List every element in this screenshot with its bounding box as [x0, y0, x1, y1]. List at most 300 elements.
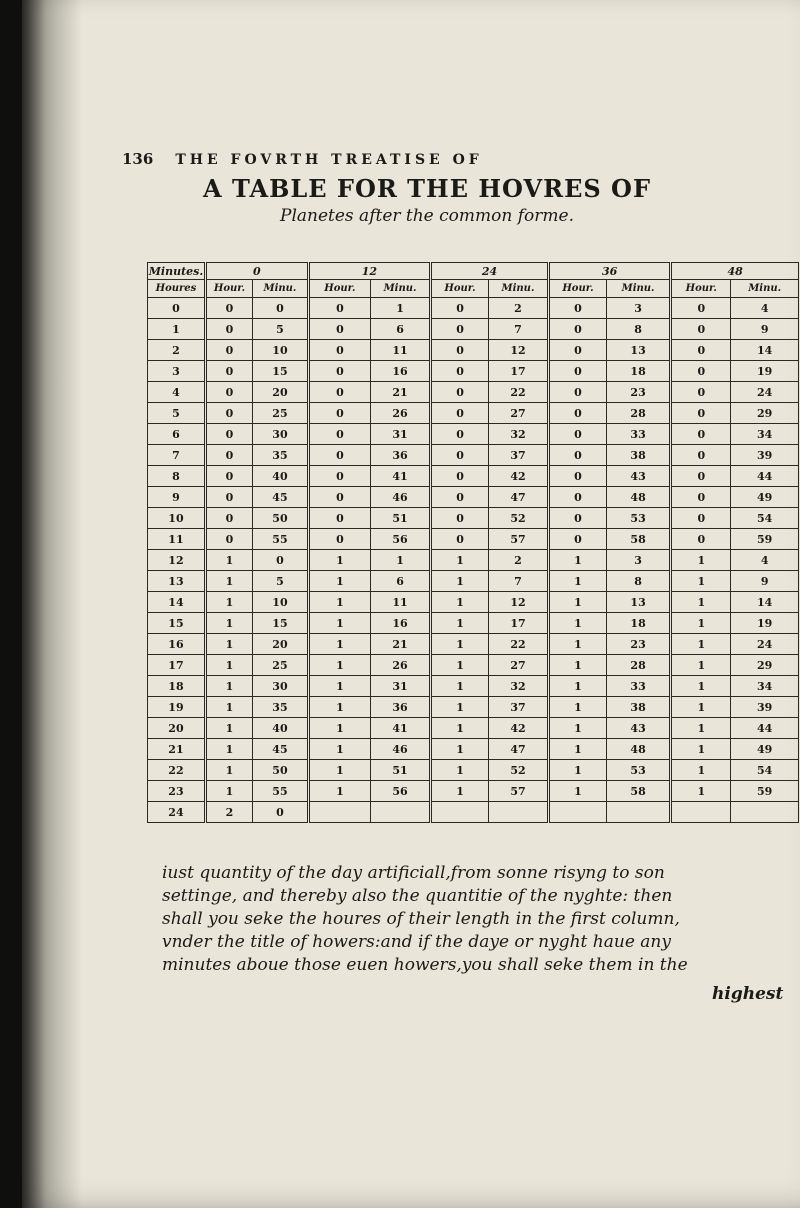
minute-cell: 14 [731, 340, 800, 361]
minute-cell: 37 [488, 697, 548, 718]
page-subtitle: Planetes after the common forme. [280, 206, 574, 226]
hour-cell: 1 [205, 613, 252, 634]
hour-cell: 1 [308, 739, 370, 760]
houres-cell: 11 [148, 529, 206, 550]
minute-cell: 18 [606, 361, 670, 382]
houres-cell: 12 [148, 550, 206, 571]
hour-cell [671, 802, 731, 823]
hour-cell: 1 [671, 739, 731, 760]
hour-cell: 1 [671, 760, 731, 781]
minute-cell [371, 802, 431, 823]
hour-cell: 0 [308, 340, 370, 361]
hour-cell: 0 [308, 382, 370, 403]
minute-cell: 8 [606, 571, 670, 592]
hour-cell: 1 [431, 613, 489, 634]
hour-subheader: Hour. [308, 280, 370, 298]
catchword: highest [712, 984, 784, 1004]
hour-cell: 1 [431, 676, 489, 697]
minute-cell: 9 [731, 571, 800, 592]
hour-subheader: Hour. [205, 280, 252, 298]
minute-cell: 26 [371, 403, 431, 424]
minute-cell: 9 [731, 319, 800, 340]
minute-subheader: Minu. [731, 280, 800, 298]
minute-cell: 52 [488, 508, 548, 529]
hour-cell: 1 [431, 781, 489, 802]
hour-cell: 1 [431, 655, 489, 676]
hour-cell: 0 [549, 340, 607, 361]
minute-cell: 49 [731, 739, 800, 760]
minute-cell: 4 [731, 550, 800, 571]
hour-cell: 1 [205, 781, 252, 802]
table-row [148, 424, 800, 445]
houres-cell: 9 [148, 487, 206, 508]
houres-cell: 1 [148, 319, 206, 340]
minute-cell: 24 [731, 634, 800, 655]
hour-cell: 1 [671, 676, 731, 697]
minute-subheader: Minu. [371, 280, 431, 298]
houres-cell: 5 [148, 403, 206, 424]
minute-cell: 2 [488, 550, 548, 571]
houres-cell: 3 [148, 361, 206, 382]
minute-cell [606, 802, 670, 823]
hour-cell [431, 802, 489, 823]
hour-cell: 0 [308, 361, 370, 382]
minute-cell: 12 [488, 592, 548, 613]
hour-cell: 1 [431, 718, 489, 739]
minute-cell: 30 [253, 676, 309, 697]
hour-cell: 1 [549, 613, 607, 634]
minute-cell: 41 [371, 718, 431, 739]
houres-cell: 2 [148, 340, 206, 361]
hour-cell: 0 [671, 382, 731, 403]
hour-cell: 0 [205, 298, 252, 319]
minute-cell [731, 802, 800, 823]
minute-cell: 46 [371, 487, 431, 508]
minute-cell: 5 [253, 319, 309, 340]
hour-cell: 0 [308, 487, 370, 508]
minute-cell: 24 [731, 382, 800, 403]
minute-cell: 54 [731, 508, 800, 529]
minute-cell: 39 [731, 697, 800, 718]
hour-cell: 0 [549, 529, 607, 550]
minute-cell: 49 [731, 487, 800, 508]
hour-cell: 0 [205, 319, 252, 340]
minute-cell: 19 [731, 361, 800, 382]
hour-cell: 0 [549, 298, 607, 319]
table-row [148, 445, 800, 466]
minute-cell: 51 [371, 508, 431, 529]
houres-cell: 8 [148, 466, 206, 487]
hour-cell: 0 [549, 319, 607, 340]
minute-cell: 59 [731, 781, 800, 802]
minute-cell: 15 [253, 613, 309, 634]
binding-gutter-shadow [22, 0, 82, 1208]
hour-cell: 1 [549, 718, 607, 739]
minute-cell: 16 [371, 361, 431, 382]
table-header-row [148, 263, 800, 280]
houres-cell: 19 [148, 697, 206, 718]
body-text-line: iust quantity of the day artificiall,from sonne risyng to son [162, 863, 665, 883]
table-row [148, 361, 800, 382]
minute-cell: 19 [731, 613, 800, 634]
hour-cell: 1 [671, 550, 731, 571]
table-row [148, 634, 800, 655]
minute-cell: 3 [606, 550, 670, 571]
minute-cell: 12 [488, 340, 548, 361]
minute-cell: 48 [606, 487, 670, 508]
hour-cell: 0 [431, 424, 489, 445]
houres-cell: 4 [148, 382, 206, 403]
hour-cell: 0 [431, 319, 489, 340]
table-row [148, 298, 800, 319]
hour-cell: 0 [549, 361, 607, 382]
minute-cell: 3 [606, 298, 670, 319]
minute-cell: 0 [253, 298, 309, 319]
table-subheader-row [148, 280, 800, 298]
minute-cell: 20 [253, 634, 309, 655]
minute-cell: 43 [606, 466, 670, 487]
hour-cell: 0 [205, 382, 252, 403]
hour-cell: 0 [205, 466, 252, 487]
minute-cell: 0 [253, 802, 309, 823]
minute-cell: 25 [253, 403, 309, 424]
minute-cell: 25 [253, 655, 309, 676]
minute-subheader: Minu. [253, 280, 309, 298]
houres-cell: 6 [148, 424, 206, 445]
minute-cell: 48 [606, 739, 670, 760]
minute-cell: 26 [371, 655, 431, 676]
table-row [148, 487, 800, 508]
minute-cell: 14 [731, 592, 800, 613]
hour-cell: 0 [205, 508, 252, 529]
houres-cell: 18 [148, 676, 206, 697]
hour-cell: 1 [671, 781, 731, 802]
hour-cell: 1 [308, 550, 370, 571]
minute-cell: 27 [488, 403, 548, 424]
minute-cell: 16 [371, 613, 431, 634]
hour-cell: 0 [431, 445, 489, 466]
body-text-line: settinge, and thereby also the quantitie of the nyghte: then [162, 886, 673, 906]
minute-cell: 28 [606, 403, 670, 424]
houres-cell: 0 [148, 298, 206, 319]
hour-cell: 0 [671, 319, 731, 340]
hour-cell: 0 [671, 340, 731, 361]
minute-cell: 38 [606, 445, 670, 466]
houres-cell: 22 [148, 760, 206, 781]
hour-cell: 0 [431, 529, 489, 550]
table-row [148, 802, 800, 823]
minute-cell: 5 [253, 571, 309, 592]
hour-cell: 1 [431, 760, 489, 781]
minute-cell: 15 [253, 361, 309, 382]
table-row [148, 655, 800, 676]
minute-cell: 46 [371, 739, 431, 760]
hour-cell: 0 [671, 361, 731, 382]
table-row [148, 760, 800, 781]
table-row [148, 781, 800, 802]
hour-cell: 0 [308, 529, 370, 550]
minute-cell: 22 [488, 634, 548, 655]
minute-cell: 11 [371, 592, 431, 613]
table-row [148, 592, 800, 613]
hour-cell: 0 [205, 487, 252, 508]
hour-cell: 0 [431, 340, 489, 361]
hour-cell: 1 [549, 592, 607, 613]
hour-cell: 0 [308, 403, 370, 424]
hour-cell: 1 [671, 697, 731, 718]
minute-cell: 50 [253, 760, 309, 781]
hour-cell: 1 [308, 634, 370, 655]
row-header-label: Houres [148, 280, 206, 298]
group-header: 0 [205, 263, 308, 280]
hour-cell: 1 [205, 739, 252, 760]
minute-cell: 10 [253, 340, 309, 361]
houres-cell: 24 [148, 802, 206, 823]
hour-cell: 1 [308, 571, 370, 592]
hour-cell: 0 [671, 466, 731, 487]
hour-cell: 1 [205, 571, 252, 592]
hour-cell: 1 [205, 550, 252, 571]
hour-cell: 0 [308, 424, 370, 445]
minute-cell: 8 [606, 319, 670, 340]
body-text-line: minutes aboue those euen howers,you shall seke them in the [162, 955, 688, 975]
minute-cell: 55 [253, 529, 309, 550]
minute-cell: 34 [731, 424, 800, 445]
hour-cell: 1 [549, 739, 607, 760]
minute-cell: 41 [371, 466, 431, 487]
hour-cell: 0 [308, 319, 370, 340]
hour-subheader: Hour. [431, 280, 489, 298]
minute-cell: 43 [606, 718, 670, 739]
minute-cell: 36 [371, 697, 431, 718]
hour-cell: 1 [549, 676, 607, 697]
hour-cell: 0 [431, 487, 489, 508]
hour-cell: 0 [431, 466, 489, 487]
hour-cell: 0 [671, 403, 731, 424]
hour-cell: 1 [308, 760, 370, 781]
table-row [148, 529, 800, 550]
hour-subheader: Hour. [549, 280, 607, 298]
table-row [148, 739, 800, 760]
hour-cell: 0 [431, 508, 489, 529]
hour-cell: 0 [308, 466, 370, 487]
hour-cell: 1 [431, 571, 489, 592]
houres-cell: 10 [148, 508, 206, 529]
hour-cell: 0 [549, 403, 607, 424]
table-row [148, 340, 800, 361]
minute-cell: 13 [606, 340, 670, 361]
minute-cell: 29 [731, 403, 800, 424]
hour-cell: 1 [431, 697, 489, 718]
planetary-hours-table [147, 262, 800, 823]
hour-cell: 1 [549, 697, 607, 718]
minute-cell: 28 [606, 655, 670, 676]
minute-cell: 37 [488, 445, 548, 466]
minute-cell: 36 [371, 445, 431, 466]
hour-cell: 0 [205, 424, 252, 445]
minute-cell: 39 [731, 445, 800, 466]
minute-cell: 40 [253, 466, 309, 487]
minute-cell: 53 [606, 508, 670, 529]
minute-cell: 31 [371, 424, 431, 445]
hour-cell: 0 [205, 529, 252, 550]
minute-cell: 57 [488, 781, 548, 802]
table-row [148, 319, 800, 340]
hour-cell: 1 [205, 760, 252, 781]
minute-cell: 6 [371, 319, 431, 340]
minute-cell: 1 [371, 298, 431, 319]
hour-cell: 0 [549, 466, 607, 487]
minute-cell: 56 [371, 529, 431, 550]
hour-cell: 1 [308, 676, 370, 697]
minute-cell: 55 [253, 781, 309, 802]
minute-cell: 33 [606, 424, 670, 445]
houres-cell: 17 [148, 655, 206, 676]
minute-cell: 33 [606, 676, 670, 697]
hour-cell: 1 [671, 592, 731, 613]
group-header: 48 [671, 263, 800, 280]
minute-cell: 32 [488, 424, 548, 445]
running-head [122, 150, 682, 168]
minute-cell: 2 [488, 298, 548, 319]
minute-cell: 7 [488, 571, 548, 592]
hour-cell [549, 802, 607, 823]
houres-cell: 21 [148, 739, 206, 760]
minute-cell: 51 [371, 760, 431, 781]
hour-cell: 0 [205, 403, 252, 424]
minute-cell: 40 [253, 718, 309, 739]
minute-cell: 54 [731, 760, 800, 781]
minute-cell [488, 802, 548, 823]
hour-cell: 1 [549, 655, 607, 676]
hour-cell: 1 [671, 655, 731, 676]
hour-cell: 0 [308, 508, 370, 529]
table-row [148, 403, 800, 424]
hour-cell: 1 [549, 760, 607, 781]
page-title: A TABLE FOR THE HOVRES OF [202, 174, 652, 203]
page-number: 136 [122, 150, 154, 168]
minute-cell: 17 [488, 613, 548, 634]
hour-cell: 0 [308, 298, 370, 319]
minute-cell: 32 [488, 676, 548, 697]
minute-cell: 42 [488, 718, 548, 739]
hour-cell: 0 [308, 445, 370, 466]
minute-cell: 45 [253, 739, 309, 760]
table-row [148, 382, 800, 403]
hour-cell [308, 802, 370, 823]
hour-cell: 0 [205, 361, 252, 382]
hour-cell: 1 [308, 613, 370, 634]
minute-cell: 58 [606, 781, 670, 802]
houres-cell: 7 [148, 445, 206, 466]
hour-cell: 0 [431, 382, 489, 403]
houres-cell: 13 [148, 571, 206, 592]
hour-cell: 0 [671, 298, 731, 319]
minute-cell: 53 [606, 760, 670, 781]
hour-subheader: Hour. [671, 280, 731, 298]
table-row [148, 676, 800, 697]
minute-cell: 4 [731, 298, 800, 319]
body-text-line: shall you seke the houres of their length in the first column, [162, 909, 680, 929]
hour-cell: 0 [549, 445, 607, 466]
minute-cell: 21 [371, 382, 431, 403]
minute-cell: 10 [253, 592, 309, 613]
hour-cell: 1 [205, 655, 252, 676]
table-row [148, 508, 800, 529]
group-header: 36 [549, 263, 671, 280]
hour-cell: 0 [205, 340, 252, 361]
corner-label: Minutes. [148, 263, 206, 280]
body-text [162, 862, 782, 977]
table-row [148, 466, 800, 487]
hour-cell: 0 [671, 508, 731, 529]
hour-cell: 0 [671, 529, 731, 550]
hour-cell: 1 [431, 550, 489, 571]
hour-cell: 1 [431, 592, 489, 613]
minute-cell: 38 [606, 697, 670, 718]
running-title: THE FOVRTH TREATISE OF [175, 152, 483, 168]
minute-cell: 56 [371, 781, 431, 802]
minute-cell: 44 [731, 466, 800, 487]
minute-cell: 18 [606, 613, 670, 634]
hour-cell: 1 [431, 739, 489, 760]
houres-cell: 16 [148, 634, 206, 655]
book-page [22, 0, 800, 1208]
table-row [148, 550, 800, 571]
minute-cell: 13 [606, 592, 670, 613]
minute-cell: 22 [488, 382, 548, 403]
houres-cell: 23 [148, 781, 206, 802]
minute-cell: 31 [371, 676, 431, 697]
hour-cell: 1 [549, 634, 607, 655]
minute-cell: 20 [253, 382, 309, 403]
hour-cell: 1 [431, 634, 489, 655]
hour-cell: 0 [431, 361, 489, 382]
hour-cell: 0 [549, 382, 607, 403]
hour-cell: 0 [549, 487, 607, 508]
hour-cell: 1 [205, 697, 252, 718]
minute-cell: 7 [488, 319, 548, 340]
group-header: 12 [308, 263, 430, 280]
hour-cell: 0 [431, 298, 489, 319]
hour-cell: 0 [671, 445, 731, 466]
table-row [148, 718, 800, 739]
minute-cell: 52 [488, 760, 548, 781]
hour-cell: 1 [671, 613, 731, 634]
minute-cell: 45 [253, 487, 309, 508]
hour-cell: 0 [549, 424, 607, 445]
minute-cell: 11 [371, 340, 431, 361]
houres-cell: 15 [148, 613, 206, 634]
body-text-line: vnder the title of howers:and if the daye or nyght haue any [162, 932, 671, 952]
hour-cell: 0 [549, 508, 607, 529]
hour-cell: 1 [205, 676, 252, 697]
table-row [148, 613, 800, 634]
hour-cell: 0 [431, 403, 489, 424]
table-row [148, 697, 800, 718]
hour-cell: 1 [549, 550, 607, 571]
minute-cell: 1 [371, 550, 431, 571]
minute-cell: 57 [488, 529, 548, 550]
minute-cell: 47 [488, 739, 548, 760]
minute-cell: 0 [253, 550, 309, 571]
minute-subheader: Minu. [488, 280, 548, 298]
minute-cell: 23 [606, 634, 670, 655]
minute-cell: 35 [253, 697, 309, 718]
hour-cell: 1 [671, 718, 731, 739]
minute-cell: 42 [488, 466, 548, 487]
hour-cell: 1 [205, 718, 252, 739]
